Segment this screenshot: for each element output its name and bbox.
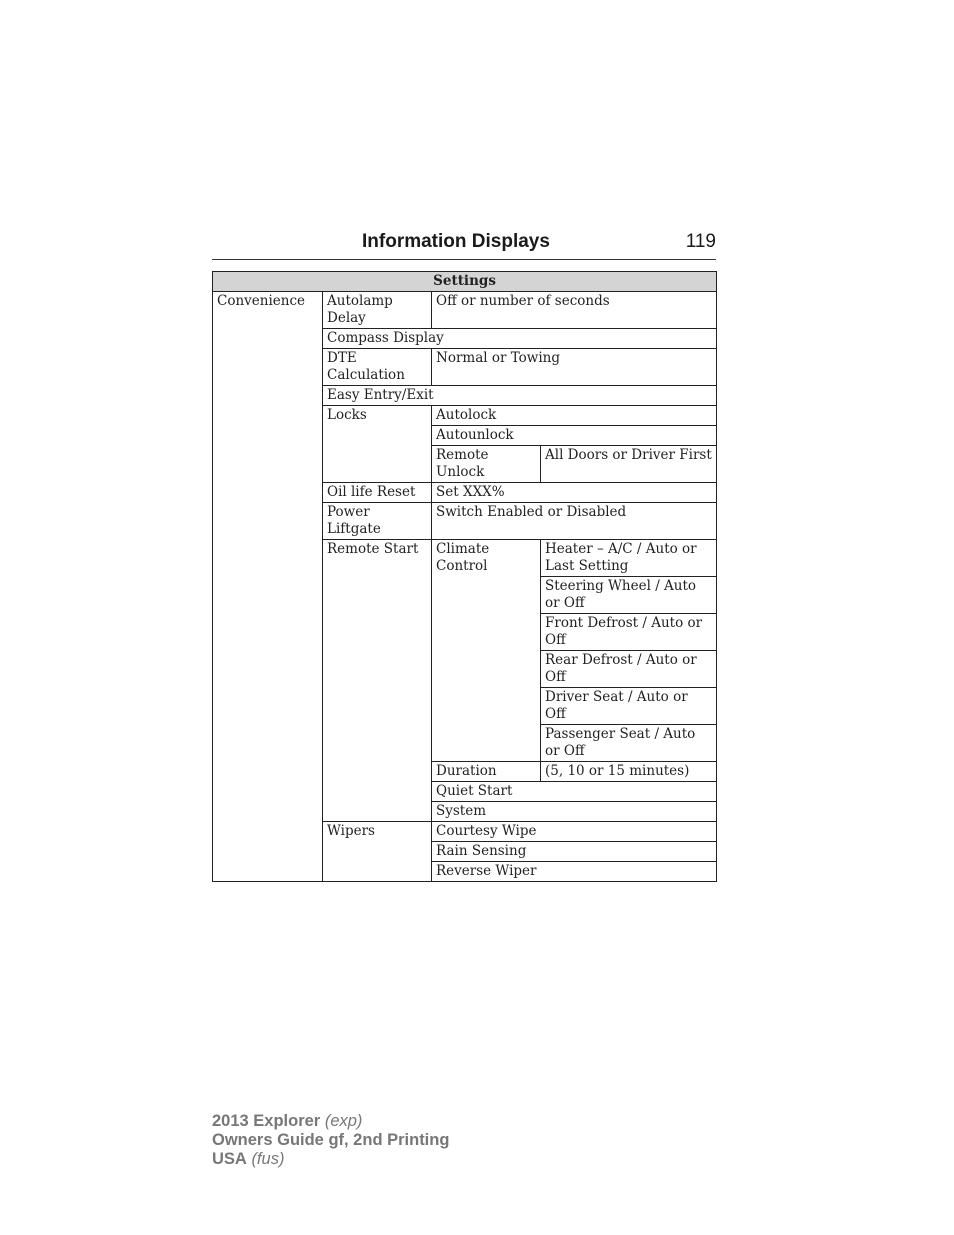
- setting-oil-life-reset: Oil life Reset: [323, 483, 432, 503]
- setting-climate-control: Climate Control: [432, 540, 541, 762]
- setting-duration-value: (5, 10 or 15 minutes): [541, 762, 717, 782]
- footer-model-code: (exp): [324, 1112, 363, 1130]
- setting-steering-wheel: Steering Wheel / Auto or Off: [541, 577, 717, 614]
- settings-table: [212, 271, 717, 882]
- setting-driver-seat: Driver Seat / Auto or Off: [541, 688, 717, 725]
- setting-duration: Duration: [432, 762, 541, 782]
- setting-system: System: [432, 802, 717, 822]
- footer-line-3: [212, 1150, 449, 1169]
- setting-remote-unlock-value: All Doors or Driver First: [541, 446, 717, 483]
- setting-dte-calculation: DTE Calculation: [323, 349, 432, 386]
- setting-autolamp-delay-value: Off or number of seconds: [432, 292, 717, 329]
- setting-locks: Locks: [323, 406, 432, 483]
- setting-dte-calculation-value: Normal or Towing: [432, 349, 717, 386]
- page-number: 119: [685, 231, 716, 252]
- footer-model: 2013 Explorer: [212, 1112, 321, 1130]
- setting-heater-ac: Heater – A/C / Auto or Last Setting: [541, 540, 717, 577]
- setting-remote-unlock: Remote Unlock: [432, 446, 541, 483]
- footer-line-1: [212, 1112, 449, 1131]
- footer-market-code: (fus): [251, 1150, 285, 1168]
- setting-remote-start: Remote Start: [323, 540, 432, 822]
- setting-compass-display: Compass Display: [323, 329, 717, 349]
- setting-autolock: Autolock: [432, 406, 717, 426]
- page-header: [212, 229, 716, 260]
- setting-autolamp-delay: Autolamp Delay: [323, 292, 432, 329]
- setting-reverse-wiper: Reverse Wiper: [432, 862, 717, 882]
- footer-guide: Owners Guide gf, 2nd Printing: [212, 1131, 450, 1149]
- setting-courtesy-wipe: Courtesy Wipe: [432, 822, 717, 842]
- setting-autounlock: Autounlock: [432, 426, 717, 446]
- footer-market: USA: [212, 1150, 247, 1168]
- table-header-row: [213, 272, 717, 292]
- setting-front-defrost: Front Defrost / Auto or Off: [541, 614, 717, 651]
- setting-passenger-seat: Passenger Seat / Auto or Off: [541, 725, 717, 762]
- table-row: [213, 292, 717, 329]
- page-title: Information Displays: [362, 231, 550, 252]
- setting-power-liftgate: Power Liftgate: [323, 503, 432, 540]
- category-convenience: Convenience: [213, 292, 323, 882]
- setting-rear-defrost: Rear Defrost / Auto or Off: [541, 651, 717, 688]
- setting-power-liftgate-value: Switch Enabled or Disabled: [432, 503, 717, 540]
- setting-easy-entry-exit: Easy Entry/Exit: [323, 386, 717, 406]
- setting-oil-life-reset-value: Set XXX%: [432, 483, 717, 503]
- setting-rain-sensing: Rain Sensing: [432, 842, 717, 862]
- setting-quiet-start: Quiet Start: [432, 782, 717, 802]
- footer-line-2: [212, 1131, 449, 1150]
- table-heading: Settings: [213, 272, 717, 292]
- setting-wipers: Wipers: [323, 822, 432, 882]
- page-footer: [212, 1112, 449, 1169]
